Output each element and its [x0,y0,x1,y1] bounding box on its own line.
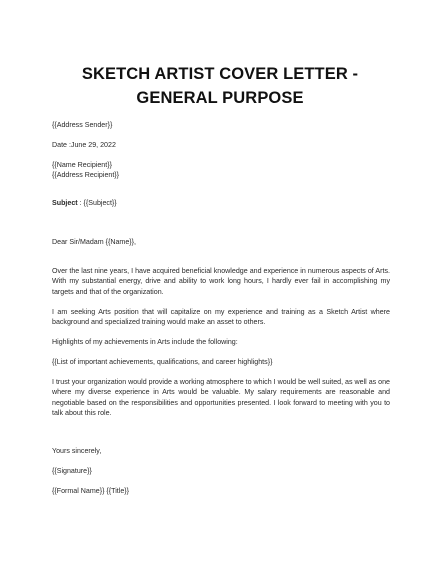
signature: {{Signature}} [52,467,92,475]
subject-value: : {{Subject}} [77,199,117,207]
paragraph-closing-remarks: I trust your organization would provide a working atmosphere to which I would be well suited, as well as one where my diverse experience in Arts would be valuable. My salary requirements are reasonable and negotiable based on the responsibilities and opportunities presented. I look forward to meeting with you to talk about this role. [52,378,390,418]
formal-name-title: {{Formal Name}} {{Title}} [52,487,130,495]
paragraph-seeking-position: I am seeking Arts position that will capitalize on my experience and training as a Sketch Artist where background and specialized training would make an asset to others. [52,308,390,327]
address-sender: {{Address Sender}} [52,121,113,129]
paragraph-achievements-list: {{List of important achievements, qualifications, and career highlights}} [52,358,273,366]
date-line: Date :June 29, 2022 [52,141,116,149]
address-recipient: {{Address Recipient}} [52,171,120,179]
name-recipient: {{Name Recipient}} [52,161,112,169]
subject-label: Subject [52,199,78,207]
salutation: Dear Sir/Madam {{Name}}, [52,238,136,246]
subject-line [52,198,117,208]
document-title: SKETCH ARTIST COVER LETTER - GENERAL PURPOSE [81,65,359,107]
paragraph-highlights-intro: Highlights of my achievements in Arts include the following: [52,338,238,346]
closing: Yours sincerely, [52,447,102,455]
paragraph-experience: Over the last nine years, I have acquired beneficial knowledge and experience in numerous aspects of Arts. With my substantial energy, drive and ability to work long hours, I hardly ever fail in accomplishing my targets and that of the organization. [52,267,390,296]
